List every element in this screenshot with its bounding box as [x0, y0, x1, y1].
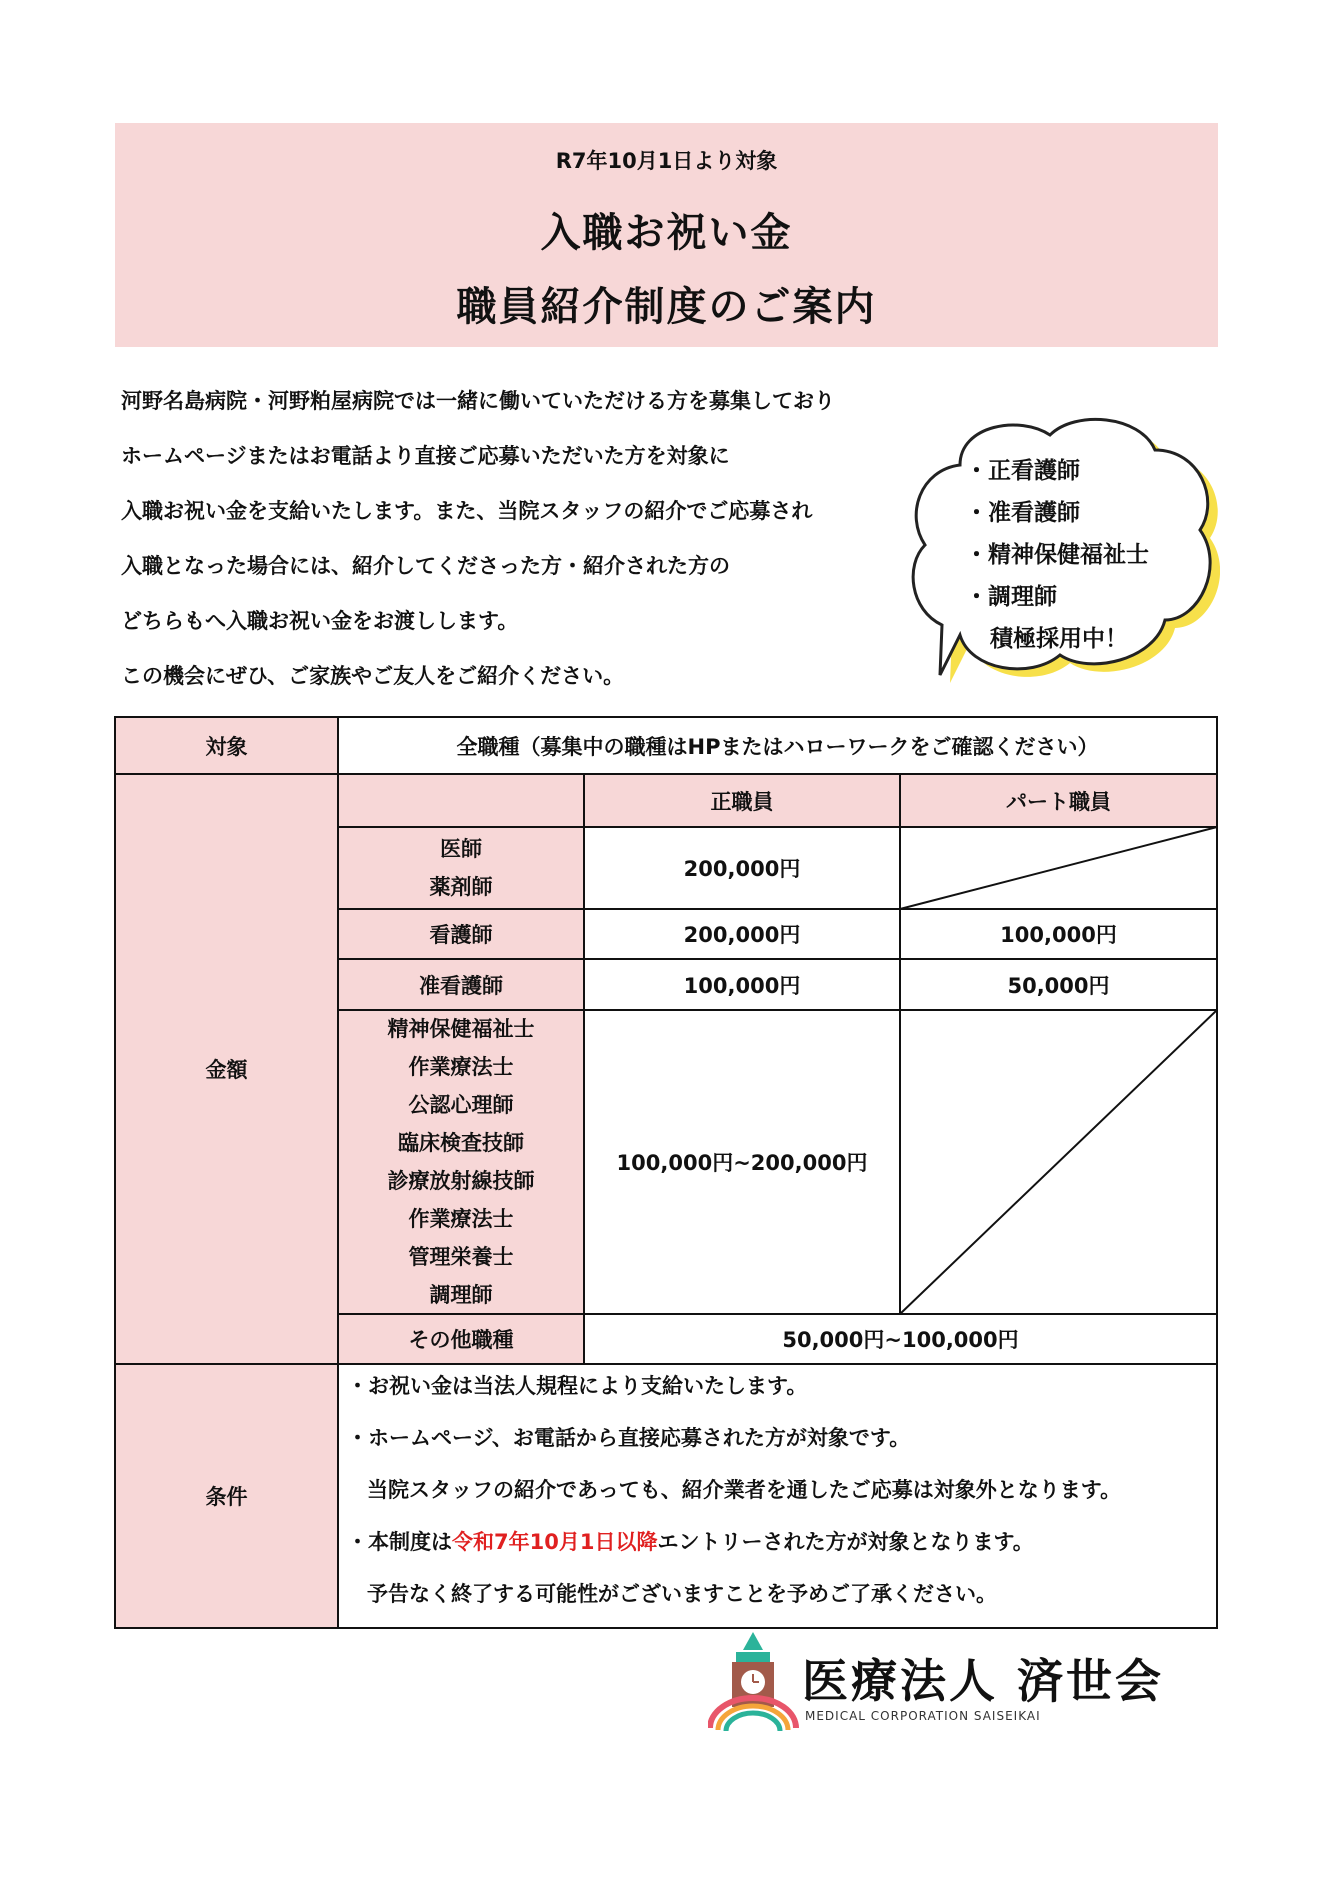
other-amount — [584, 1314, 1217, 1364]
conditions-label-cell — [115, 1364, 338, 1628]
amount-label-cell — [115, 774, 338, 1364]
job-name: 管理栄養士 — [408, 1245, 514, 1269]
intro-line: ホームページまたはお電話より直接ご応募いただいた方を対象に — [121, 444, 730, 468]
page-title-line2: 職員紹介制度のご案内 — [456, 284, 877, 330]
job-name: 作業療法士 — [408, 1055, 514, 1079]
conditions-label: 条件 — [205, 1485, 248, 1509]
assoc-nurse-part-amount — [900, 959, 1217, 1010]
amount-value: 50,000円 — [1007, 973, 1110, 998]
col-part-label: パート職員 — [1006, 789, 1111, 814]
page-title-line1: 入職お祝い金 — [540, 210, 793, 256]
job-name: 調理師 — [429, 1283, 493, 1307]
logo-subtitle: MEDICAL CORPORATION SAISEIKAI — [805, 1709, 1041, 1723]
amount-value: 200,000円 — [683, 923, 801, 947]
amount-value: 100,000円~200,000円 — [616, 1151, 868, 1175]
intro-line: 入職となった場合には、紹介してくださった方・紹介された方の — [121, 554, 730, 578]
intro-line: 河野名島病院・河野粕屋病院では一緒に働いていただける方を募集しており — [121, 389, 835, 413]
amount-value: 100,000円 — [683, 973, 801, 998]
target-value: 全職種（募集中の職種はHPまたはハローワークをご確認ください） — [456, 734, 1099, 759]
bubble-item: ・調理師 — [965, 584, 1057, 610]
condition-line: 当院スタッフの紹介であっても、紹介業者を通したご応募は対象外となります。 — [367, 1478, 1122, 1502]
condition-text: ・本制度は — [347, 1530, 452, 1554]
bubble-tagline: 積極採用中！ — [990, 626, 1128, 652]
condition-line: ・お祝い金は当法人規程により支給いたします。 — [347, 1374, 808, 1398]
job-name: 作業療法士 — [408, 1207, 514, 1231]
row-label-doctor — [338, 827, 584, 909]
target-label-cell — [115, 717, 338, 774]
row-label-other — [338, 1314, 584, 1364]
effective-date: R7年10月1日より対象 — [555, 149, 778, 173]
col-header-full — [584, 774, 900, 827]
condition-highlight-date: 令和7年10月1日以降 — [452, 1530, 658, 1554]
condition-line: 予告なく終了する可能性がございますことを予めご了承ください。 — [367, 1582, 997, 1606]
job-name: 公認心理師 — [408, 1093, 514, 1117]
nurse-full-amount — [584, 909, 900, 959]
doctor-full-amount — [584, 827, 900, 909]
job-name: 診療放射線技師 — [387, 1169, 535, 1193]
col-header-part — [900, 774, 1217, 827]
job-name: その他職種 — [408, 1328, 514, 1352]
specialists-full-amount — [584, 1010, 900, 1314]
bubble-item: ・准看護師 — [965, 500, 1080, 526]
job-name: 精神保健福祉士 — [387, 1017, 535, 1041]
job-name: 准看護師 — [419, 973, 503, 998]
bubble-item: ・正看護師 — [965, 458, 1080, 484]
target-label: 対象 — [205, 734, 248, 759]
intro-line: 入職お祝い金を支給いたします。また、当院スタッフの紹介でご応募され — [121, 499, 813, 523]
amount-value: 200,000円 — [683, 857, 801, 881]
condition-line: ・ホームページ、お電話から直接応募された方が対象です。 — [347, 1426, 911, 1450]
row-label-specialists — [338, 1010, 584, 1314]
amount-value: 50,000円~100,000円 — [782, 1328, 1019, 1352]
nurse-part-amount — [900, 909, 1217, 959]
job-name: 医師 — [440, 837, 482, 861]
row-label-nurse — [338, 909, 584, 959]
intro-line: この機会にぜひ、ご家族やご友人をご紹介ください。 — [121, 664, 625, 688]
condition-line — [347, 1526, 1034, 1556]
condition-text: エントリーされた方が対象となります。 — [657, 1530, 1034, 1554]
target-value-cell — [338, 717, 1217, 774]
header-banner — [115, 123, 1218, 347]
job-name: 臨床検査技師 — [398, 1131, 524, 1155]
logo-name: 医療法人 済世会 — [802, 1654, 1165, 1708]
job-name: 看護師 — [429, 923, 493, 947]
bubble-item: ・精神保健福祉士 — [965, 542, 1149, 568]
job-name: 薬剤師 — [429, 875, 493, 899]
assoc-nurse-full-amount — [584, 959, 900, 1010]
amount-label: 金額 — [205, 1058, 248, 1082]
intro-line: どちらもへ入職お祝い金をお渡しします。 — [121, 609, 519, 633]
col-full-label: 正職員 — [710, 789, 774, 814]
row-label-assoc-nurse — [338, 959, 584, 1010]
amount-value: 100,000円 — [1000, 923, 1117, 947]
